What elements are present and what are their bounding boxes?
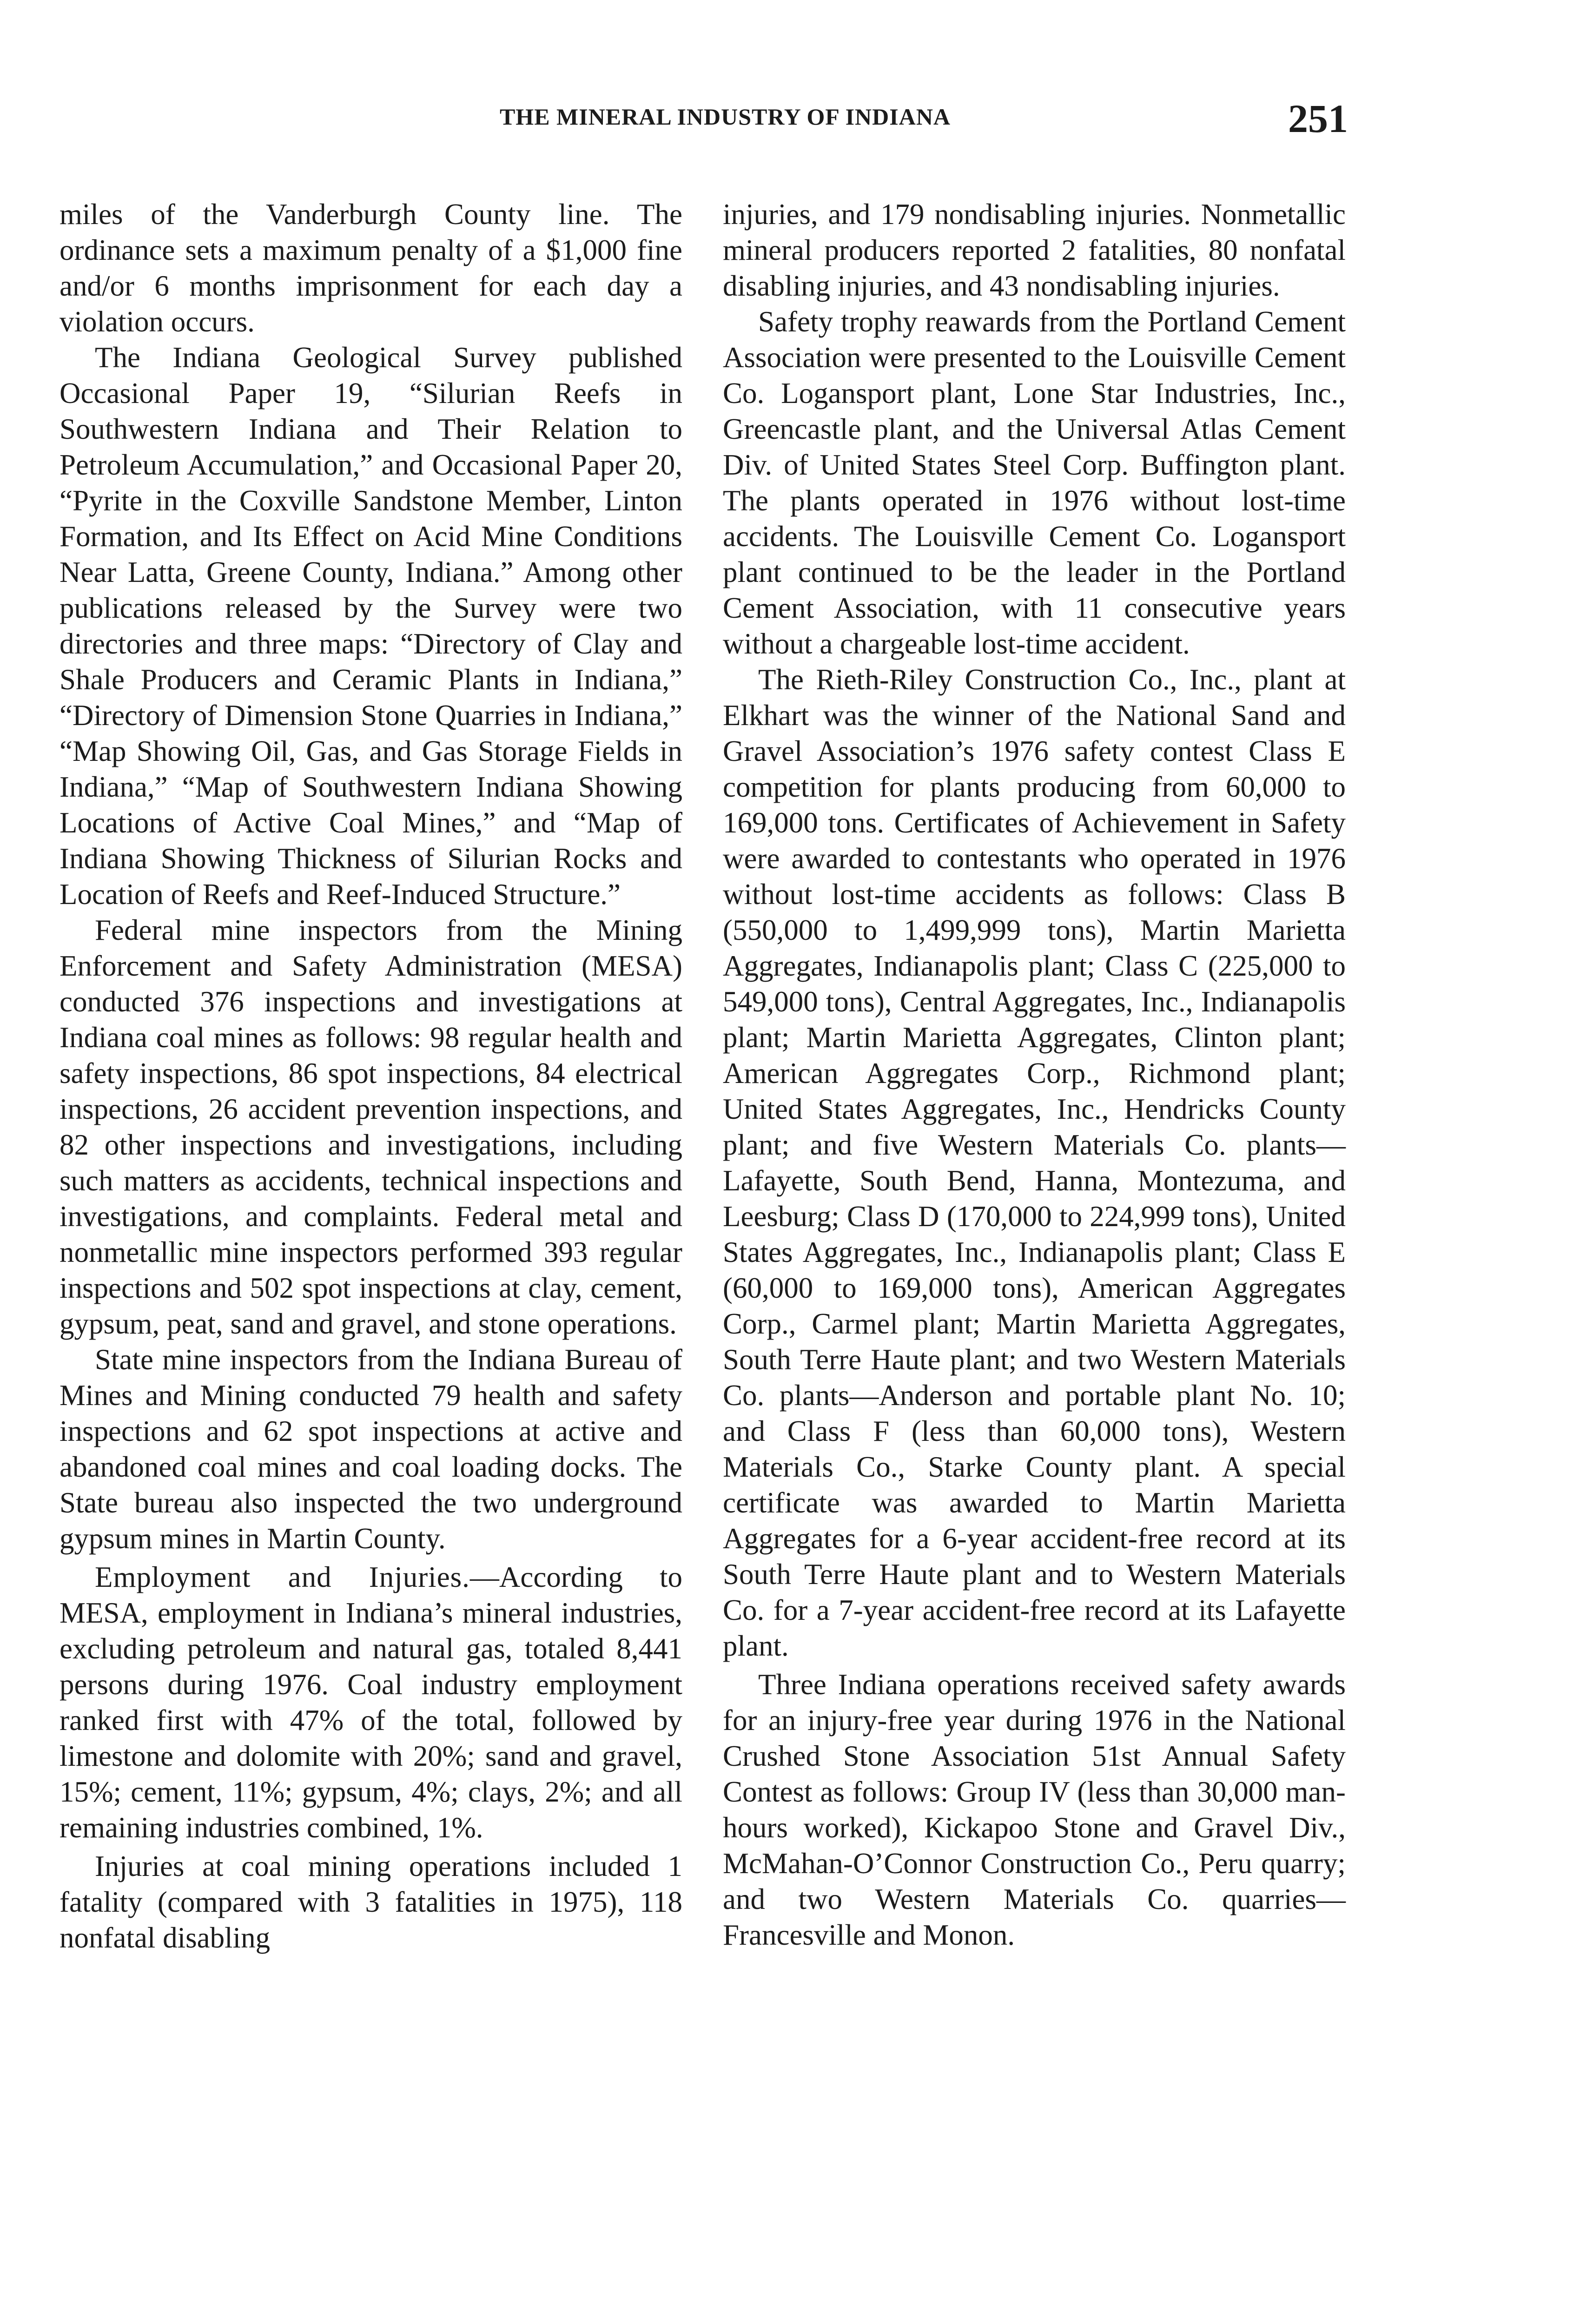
paragraph-safety-trophy-reawards: Safety trophy reawards from the Portland Cement Association were presented to the Louisville Cement Co. Logansport plant, Lone Star Industries, Inc., Greencastle plant, and the Universal Atlas Cement Div. of United States Steel Corp. Buffington plant. The plants operated in 1976 without lost-time accidents. The Louisville Cement Co. Logansport plant continued to be the leader in the Portland Cement Association, with 11 consecutive years without a chargeable lost-time accident.	[723, 305, 1346, 660]
left-column	[59, 197, 682, 1956]
employment-injuries-body: —According to MESA, employment in Indiana’s mineral industries, excluding petroleum and natural gas, totaled 8,441 persons during 1976. Coal industry employment ranked first with 47% of the total, followed by limestone and dolomite with 20%; sand and gravel, 15%; cement, 11%; gypsum, 4%; clays, 2%; and all remaining industries combined, 1%.	[59, 1561, 682, 1844]
paragraph-federal-inspectors: Federal mine inspectors from the Mining Enforcement and Safety Administration (MESA) conducted 376 inspections and investigations at Indiana coal mines as follows: 98 regular health and safety inspections, 86 spot inspections, 84 electrical inspections, 26 accident prevention inspections, and 82 other inspections and investigations, including such matters as accidents, technical inspections and investigations, and complaints. Federal metal and nonmetallic mine inspectors performed 393 regular inspections and 502 spot inspections at clay, cement, gypsum, peat, sand and gravel, and stone operations.	[59, 914, 682, 1340]
paragraph-state-inspectors: State mine inspectors from the Indiana Bureau of Mines and Mining conducted 79 health and safety inspections and 62 spot inspections at active and abandoned coal mines and coal loading docks. The State bureau also inspected the two underground gypsum mines in Martin County.	[59, 1343, 682, 1555]
page-number: 251	[1288, 96, 1348, 141]
paragraph-geological-survey: The Indiana Geological Survey published Occasional Paper 19, “Silurian Reefs in Southwestern Indiana and Their Relation to Petroleum Accumulation,” and Occasional Paper 20, “Pyrite in the Coxville Sandstone Member, Linton Formation, and Its Effect on Acid Mine Conditions Near Latta, Greene County, Indiana.” Among other publications released by the Survey were two directories and three maps: “Directory of Clay and Shale Producers and Ceramic Plants in Indiana,” “Directory of Dimension Stone Quarries in Indiana,” “Map Showing Oil, Gas, and Gas Storage Fields in Indiana,” “Map of Southwestern Indiana Showing Locations of Active Coal Mines,” and “Map of Indiana Showing Thickness of Silurian Rocks and Location of Reefs and Reef-Induced Structure.”	[59, 341, 682, 911]
right-column	[723, 197, 1346, 1953]
paragraph-injuries-continued: injuries, and 179 nondisabling injuries. Nonmetallic mineral producers reported 2 fatalities, 80 nonfatal disabling injuries, and 43 nondisabling injuries.	[723, 198, 1346, 302]
paragraph-employment-injuries	[59, 1559, 682, 1846]
section-heading-employment-injuries: Employment and Injuries.	[95, 1561, 470, 1593]
paragraph-sand-gravel-safety-contest: The Rieth-Riley Construction Co., Inc., plant at Elkhart was the winner of the National Sand and Gravel Association’s 1976 safety contest Class E competition for plants producing from 60,000 to 169,000 tons. Certificates of Achievement in Safety were awarded to contestants who operated in 1976 without lost-time accidents as follows: Class B (550,000 to 1,499,999 tons), Martin Marietta Aggregates, Indianapolis plant; Class C (225,000 to 549,000 tons), Central Aggregates, Inc., Indianapolis plant; Martin Marietta Aggregates, Clinton plant; American Aggregates Corp., Richmond plant; United States Aggregates, Inc., Hendricks County plant; and five Western Materials Co. plants—Lafayette, South Bend, Hanna, Montezuma, and Leesburg; Class D (170,000 to 224,999 tons), United States Aggregates, Inc., Indianapolis plant; Class E (60,000 to 169,000 tons), American Aggregates Corp., Carmel plant; Martin Marietta Aggregates, South Terre Haute plant; and two Western Materials Co. plants—Anderson and portable plant No. 10; and Class F (less than 60,000 tons), Western Materials Co., Starke County plant. A special certificate was awarded to Martin Marietta Aggregates for a 6-year accident-free record at its South Terre Haute plant and to Western Materials Co. for a 7-year accident-free record at its Lafayette plant.	[723, 663, 1346, 1662]
running-head: THE MINERAL INDUSTRY OF INDIANA	[499, 104, 951, 130]
paragraph-ordinance-continued: miles of the Vanderburgh County line. The ordinance sets a maximum penalty of a $1,000 fine and/or 6 months imprisonment for each day a violation occurs.	[59, 198, 682, 338]
paragraph-coal-injuries: Injuries at coal mining operations included 1 fatality (compared with 3 fatalities in 1975), 118 nonfatal disabling	[59, 1850, 682, 1954]
paragraph-crushed-stone-awards: Three Indiana operations received safety awards for an injury-free year during 1976 in the National Crushed Stone Association 51st Annual Safety Contest as follows: Group IV (less than 30,000 man-hours worked), Kickapoo Stone and Gravel Div., McMahan-O’Connor Construction Co., Peru quarry; and two Western Materials Co. quarries—Francesville and Monon.	[723, 1668, 1346, 1951]
